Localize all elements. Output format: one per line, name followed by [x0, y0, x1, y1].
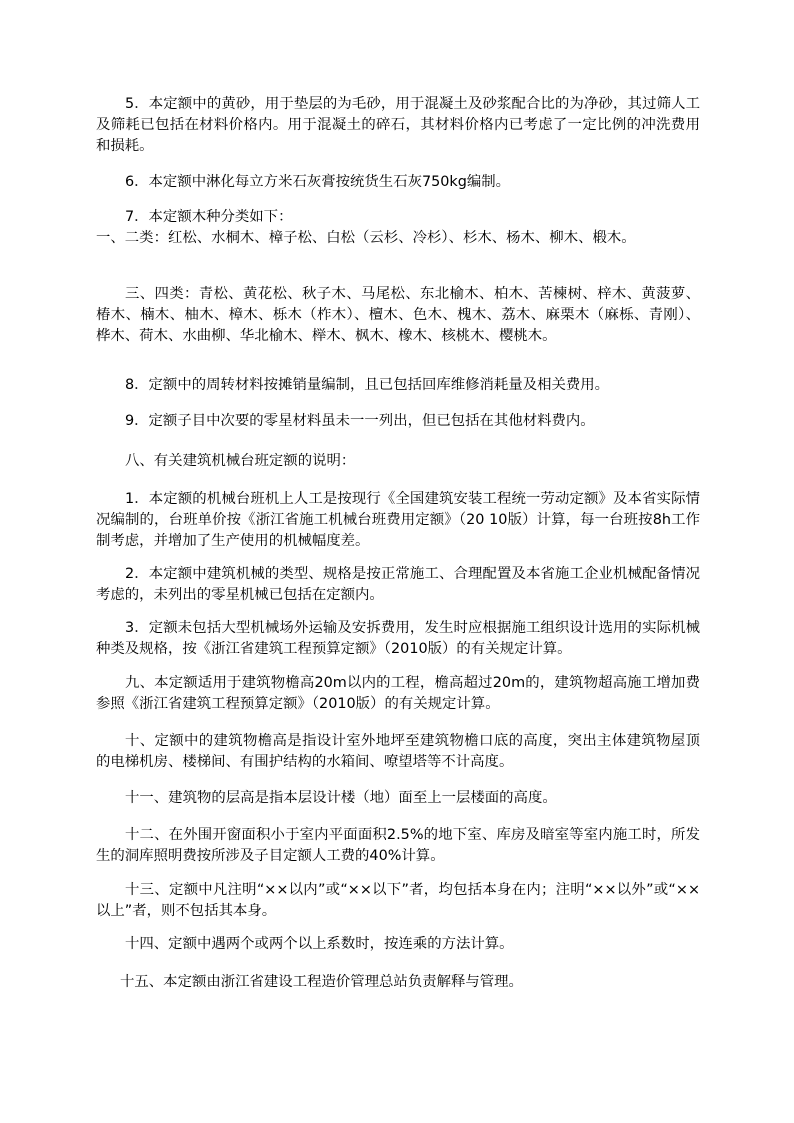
section-heading-8: 八、有关建筑机械台班定额的说明：: [125, 453, 356, 469]
paragraph-item-9: 9．定额子目中次要的零星材料虽未一一列出，但已包括在其他材料费内。: [125, 413, 595, 429]
paragraph-machine-2: 2．本定额中建筑机械的类型、规格是按正常施工、合理配置及本省施工企业机械配备情况考虑的，未列出的零星机械已包括在定额内。: [96, 566, 700, 603]
section-13: 十三、定额中凡注明“××以内”或“××以下”者，均包括本身在内；注明“××以外”或“××以上”者，则不包括其本身。: [96, 882, 700, 919]
section-10: 十、定额中的建筑物檐高是指设计室外地坪至建筑物檐口底的高度，突出主体建筑物屋顶的电梯机房、楼梯间、有围护结构的水箱间、嘹望塔等不计高度。: [96, 733, 700, 770]
section-11: 十一、建筑物的层高是指本层设计楼（地）面至上一层楼面的高度。: [125, 790, 557, 806]
paragraph-item-6: 6．本定额中淋化每立方米石灰膏按统货生石灰750kg编制。: [125, 174, 511, 190]
section-12: 十二、在外围开窗面积小于室内平面面积2.5%的地下室、库房及暗室等室内施工时，所发生的洞库照明费按所涉及子目定额人工费的40%计算。: [96, 827, 700, 864]
section-15: 十五、本定额由浙江省建设工程造价管理总站负责解释与管理。: [120, 974, 523, 990]
paragraph-wood-class-3-4: 三、四类：青松、黄花松、秋子木、马尾松、东北榆木、柏木、苦楝树、梓木、黄菠萝、椿木、楠木、柚木、樟木、栎木（柞木）、檀木、色木、槐木、荔木、麻栗木（麻栎、青刚）、桦木、荷木、水曲柳、华北榆木、榉木、枫木、橡木、核桃木、樱桃木。: [96, 286, 700, 344]
paragraph-item-7: 7．本定额木种分类如下：: [125, 209, 293, 225]
section-9: 九、本定额适用于建筑物檐高20m以内的工程，檐高超过20m的，建筑物超高施工增加费参照《浙江省建筑工程预算定额》（2010版）的有关规定计算。: [96, 675, 700, 712]
section-14: 十四、定额中遇两个或两个以上系数时，按连乘的方法计算。: [125, 936, 514, 952]
paragraph-item-8: 8．定额中的周转材料按摊销量编制，且已包括回库维修消耗量及相关费用。: [125, 377, 610, 393]
paragraph-wood-class-1-2: 一、二类：红松、水桐木、樟子松、白松（云杉、冷杉）、杉木、杨木、柳木、椴木。: [96, 230, 636, 246]
paragraph-machine-3: 3．定额未包括大型机械场外运输及安拆费用，发生时应根据施工组织设计选用的实际机械种类及规格，按《浙江省建筑工程预算定额》（2010版）的有关规定计算。: [96, 620, 700, 657]
paragraph-machine-1: 1．本定额的机械台班机上人工是按现行《全国建筑安装工程统一劳动定额》及本省实际情况编制的，台班单价按《浙江省施工机械台班费用定额》（20 10版）计算，每一台班按8h工作制考虑，并增加了生产使用的机械幅度差。: [96, 491, 700, 549]
paragraph-item-5: 5．本定额中的黄砂，用于垫层的为毛砂，用于混凝土及砂浆配合比的为净砂，其过筛人工及筛耗已包括在材料价格内。用于混凝土的碎石，其材料价格内已考虑了一定比例的冲洗费用和损耗。: [96, 96, 700, 154]
